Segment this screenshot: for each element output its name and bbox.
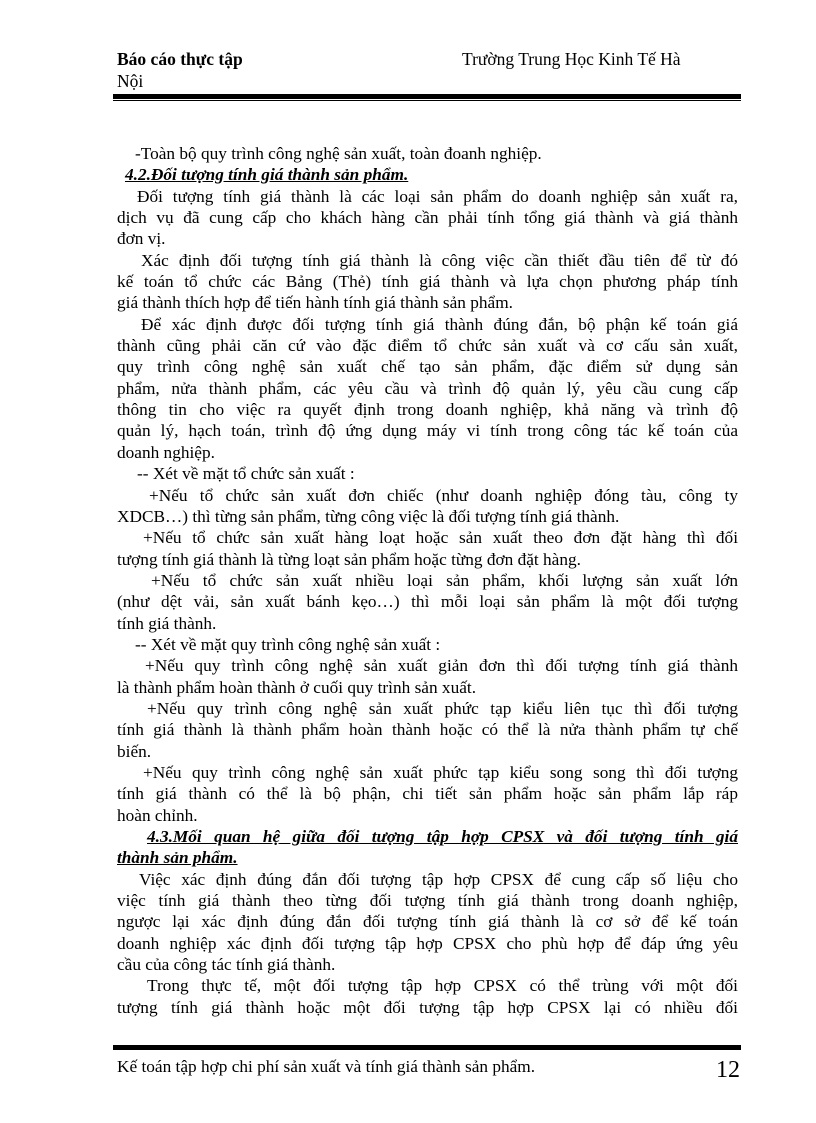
paragraph: +Nếu quy trình công nghệ sản xuất phức tạp kiểu song song thì đối tượng tính giá thành có thể là bộ phận, chi tiết sản phẩm hoặc sản phẩm lắp ráp hoàn chỉnh. xyxy=(117,762,738,825)
paragraph: +Nếu tổ chức sản xuất đơn chiếc (như doanh nghiệp đóng tàu, công ty XDCB…) thì từng sản phẩm, từng công việc là đối tượng tính giá thành. xyxy=(117,485,738,526)
paragraph: Xác định đối tượng tính giá thành là công việc cần thiết đầu tiên để từ đó kế toán tổ chức các Bảng (Thẻ) tính giá thành và lựa chọn phương pháp tính giá thành thích hợp để tiến hành tính giá thành sản phẩm. xyxy=(117,250,738,313)
document-body xyxy=(117,143,738,1018)
paragraph: +Nếu tổ chức sản xuất hàng loạt hoặc sản xuất theo đơn đặt hàng thì đối tượng tính giá thành là từng loạt sản phẩm hoặc từng đơn đặt hàng. xyxy=(117,528,738,569)
footer-rule xyxy=(113,1045,741,1050)
paragraph: Trong thực tế, một đối tượng tập hợp CPSX có thể trùng với một đối tượng tính giá thành hoặc một đối tượng tập hợp CPSX lại có nhiều đối xyxy=(117,976,738,1017)
header-rule xyxy=(113,94,741,99)
paragraph: +Nếu quy trình công nghệ sản xuất phức tạp kiểu liên tục thì đối tượng tính giá thành là thành phẩm hoàn thành hoặc có thể là nửa thành phẩm tự chế biến. xyxy=(117,698,738,761)
school-name: Trường Trung Học Kinh Tế Hà xyxy=(462,49,681,69)
header-rule-thin xyxy=(113,100,741,101)
paragraph: Đối tượng tính giá thành là các loại sản phẩm do doanh nghiệp sản xuất ra, dịch vụ đã cung cấp cho khách hàng cần phải tính tổng giá thành và giá thành đơn vị. xyxy=(117,186,738,249)
paragraph: -- Xét về mặt quy trình công nghệ sản xuất : xyxy=(135,634,441,654)
paragraph: Để xác định được đối tượng tính giá thành đúng đắn, bộ phận kế toán giá thành cũng phải căn cứ vào đặc điểm tổ chức sản xuất và cơ cấu sản xuất, quy trình công nghệ sản xuất chế tạo sản phẩm, đặc điểm sử dụng sản phẩm, nửa thành phẩm, các yêu cầu và trình độ quản lý, yêu cầu cung cấp thông tin cho việc ra quyết định trong doanh nghiệp, khả năng và trình độ quản lý, hạch toán, trình độ ứng dụng máy vi tính trong công tác kế toán của doanh nghiệp. xyxy=(117,314,738,462)
paragraph: +Nếu tổ chức sản xuất nhiều loại sản phẩm, khối lượng sản xuất lớn (như dệt vải, sản xuất bánh kẹo…) thì mỗi loại sản phẩm là một đối tượng tính giá thành. xyxy=(117,570,738,633)
footer-title: Kế toán tập hợp chi phí sản xuất và tính giá thành sản phẩm. xyxy=(117,1057,536,1076)
section-heading-4-2: 4.2.Đối tượng tính giá thành sản phẩm. xyxy=(125,165,409,185)
report-title: Báo cáo thực tập xyxy=(117,49,243,69)
section-heading-4-3: 4.3.Mối quan hệ giữa đối tượng tập hợp CPSX và đối tượng tính giá thành sản phẩm. xyxy=(117,827,738,868)
paragraph: -Toàn bộ quy trình công nghệ sản xuất, toàn đoanh nghiệp. xyxy=(135,144,542,163)
paragraph: +Nếu quy trình công nghệ sản xuất giản đơn thì đối tượng tính giá thành là thành phẩm hoàn thành ở cuối quy trình sản xuất. xyxy=(117,656,738,697)
school-name-continuation: Nội xyxy=(117,71,144,91)
paragraph: Việc xác định đúng đắn đối tượng tập hợp CPSX để cung cấp số liệu cho việc tính giá thành theo từng đối tượng tính giá thành trong doanh nghiệp, ngược lại xác định đúng đắn đối tượng tính giá thành là cơ sở để kế toán doanh nghiệp xác định đối tượng tập hợp CPSX cho phù hợp để đáp ứng yêu cầu của công tác tính giá thành. xyxy=(117,869,738,975)
page-number: 12 xyxy=(716,1057,740,1083)
paragraph: -- Xét về mặt tổ chức sản xuất : xyxy=(137,464,355,484)
page-header xyxy=(117,48,741,92)
